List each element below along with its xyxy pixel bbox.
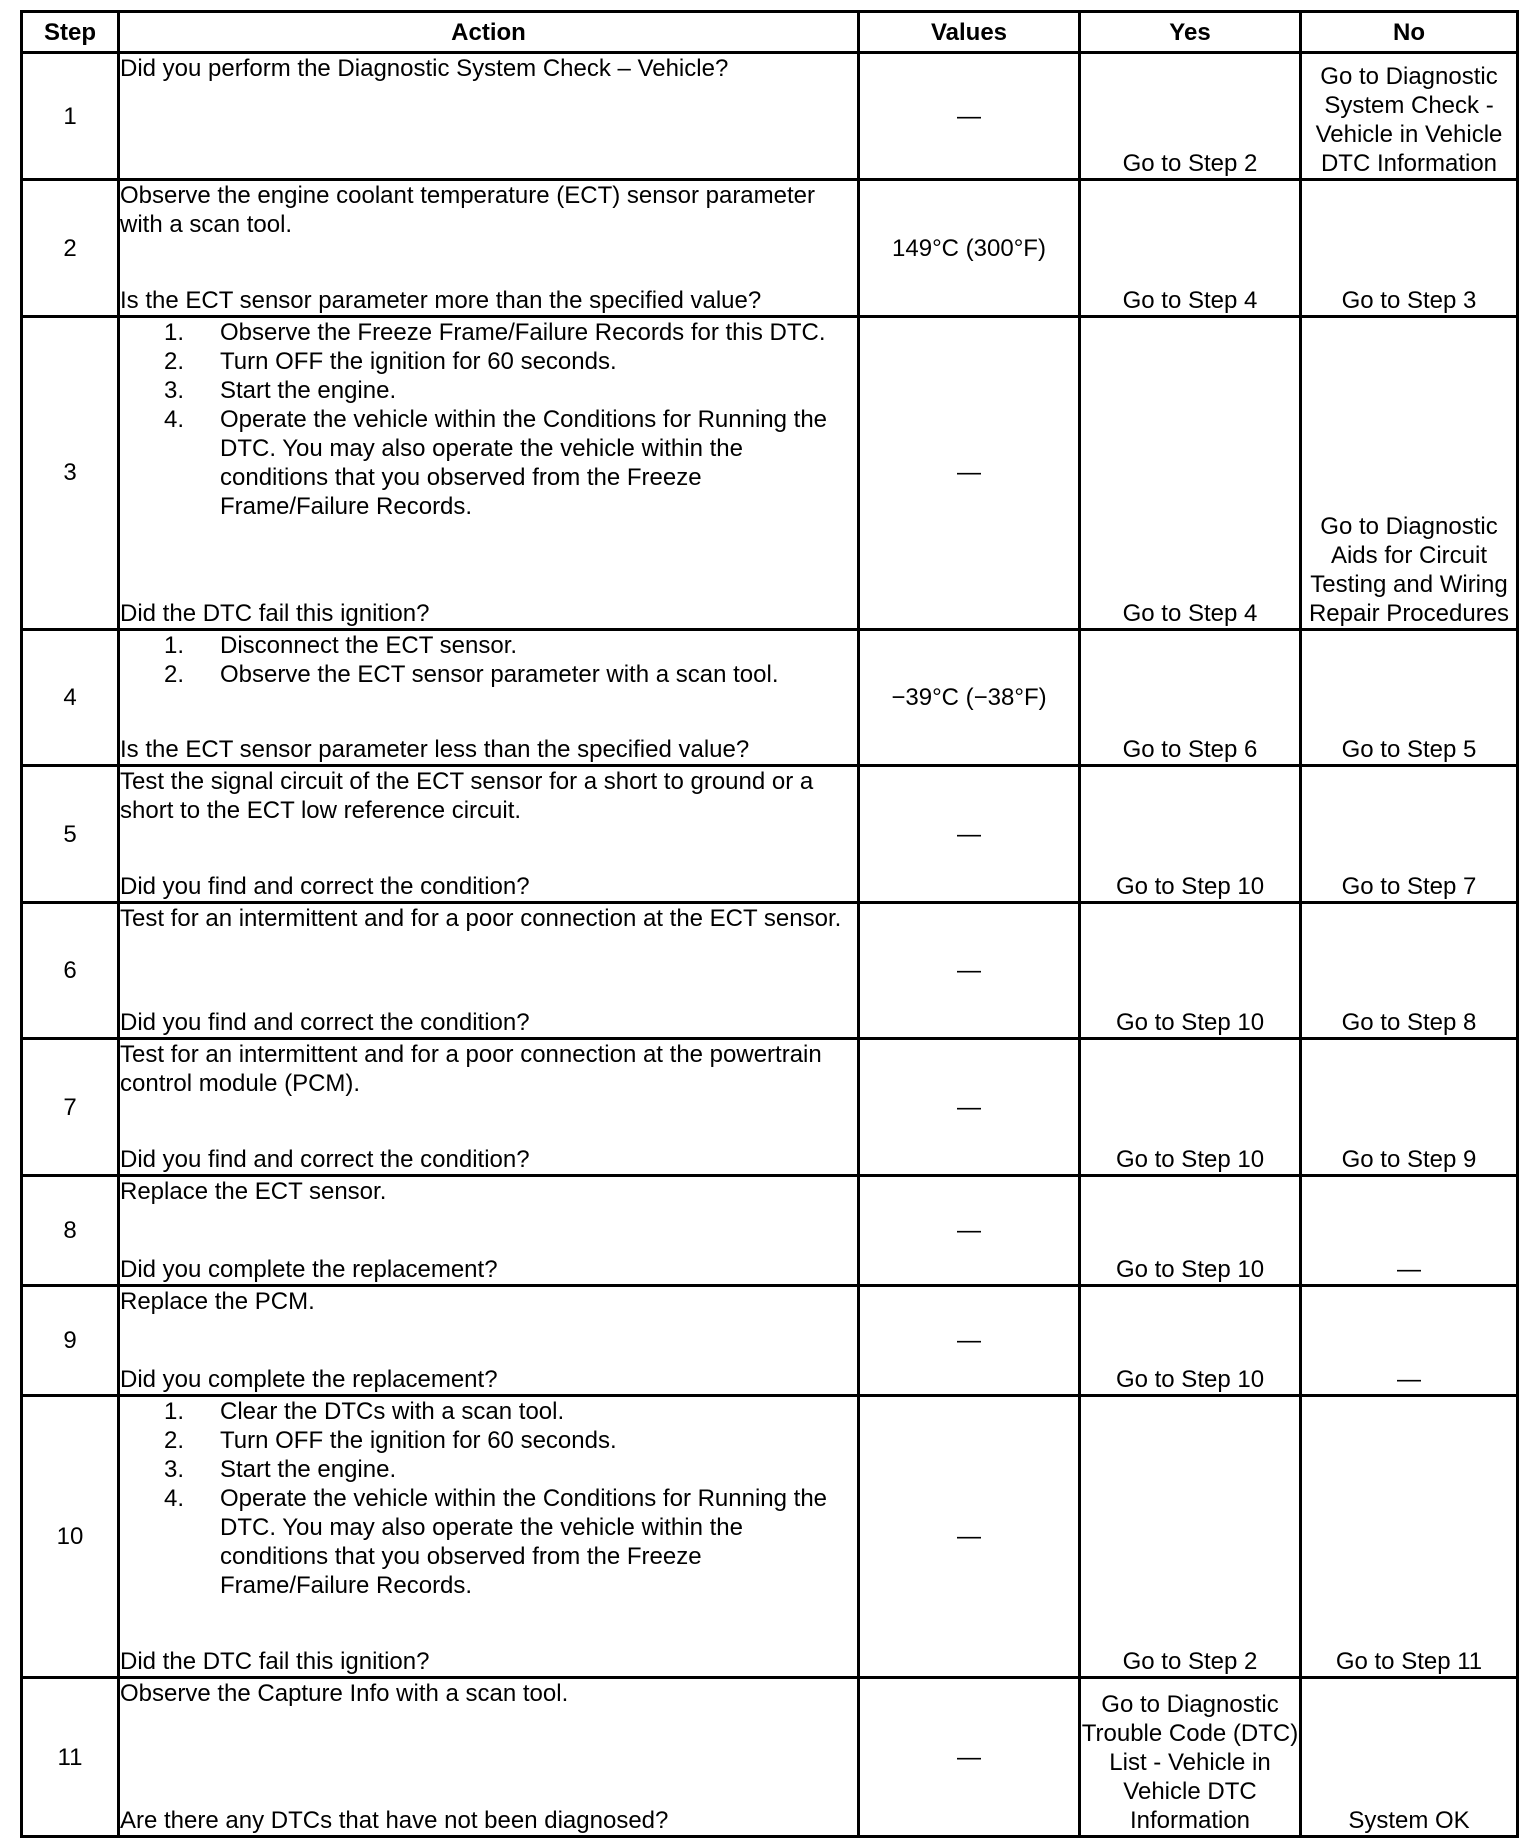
table-row <box>22 1039 1518 1175</box>
table-row <box>22 629 1518 765</box>
action-content <box>120 631 857 764</box>
table-row <box>22 316 1518 629</box>
action-cell <box>119 629 859 765</box>
action-cell <box>119 180 859 316</box>
list-number: 3. <box>164 376 185 404</box>
action-content <box>120 1177 857 1284</box>
action-instructions <box>120 1397 857 1600</box>
action-question: Did you find and correct the condition? <box>120 1009 530 1037</box>
values-cell: — <box>859 316 1080 629</box>
action-question: Did the DTC fail this ignition? <box>120 1648 430 1676</box>
action-text: Observe the engine coolant temperature (ECT) sensor parameter with a scan tool. <box>120 182 816 239</box>
action-text: Test for an intermittent and for a poor connection at the powertrain control module (PCM). <box>120 1041 822 1098</box>
action-list <box>120 318 857 521</box>
action-question: Did you complete the replacement? <box>120 1366 498 1394</box>
no-cell: Go to Step 3 <box>1301 180 1518 316</box>
action-list-item <box>164 1484 857 1600</box>
list-text: Operate the vehicle within the Conditions for Running the DTC. You may also operate the vehicle within the conditions that you observed from the Freeze Frame/Failure Records. <box>220 405 828 520</box>
no-cell: Go to Diagnostic System Check - Vehicle in Vehicle DTC Information <box>1301 53 1518 180</box>
action-instructions <box>120 1287 857 1316</box>
action-text: Test the signal circuit of the ECT sensor for a short to ground or a short to the ECT low reference circuit. <box>120 768 814 825</box>
table-row <box>22 1175 1518 1285</box>
step-number: 3 <box>22 316 119 629</box>
values-cell: 149°C (300°F) <box>859 180 1080 316</box>
table-row <box>22 902 1518 1038</box>
table-row <box>22 1678 1518 1837</box>
table-row <box>22 1396 1518 1678</box>
step-number: 1 <box>22 53 119 180</box>
action-content <box>120 767 857 900</box>
action-content <box>120 318 857 628</box>
diagnostic-table <box>20 10 1519 1838</box>
yes-cell: Go to Diagnostic Trouble Code (DTC) List - Vehicle in Vehicle DTC Information <box>1080 1678 1301 1837</box>
action-cell <box>119 1678 859 1837</box>
action-instructions <box>120 54 857 83</box>
step-number: 7 <box>22 1039 119 1175</box>
table-row <box>22 180 1518 316</box>
action-instructions <box>120 1679 857 1708</box>
action-cell <box>119 316 859 629</box>
action-text: Replace the PCM. <box>120 1288 315 1316</box>
values-cell: — <box>859 1039 1080 1175</box>
step-number: 5 <box>22 766 119 902</box>
yes-cell: Go to Step 10 <box>1080 766 1301 902</box>
list-text: Start the engine. <box>220 376 397 404</box>
action-question: Did you find and correct the condition? <box>120 872 530 900</box>
no-cell: — <box>1301 1175 1518 1285</box>
yes-cell: Go to Step 4 <box>1080 180 1301 316</box>
yes-cell: Go to Step 10 <box>1080 1175 1301 1285</box>
list-text: Turn OFF the ignition for 60 seconds. <box>220 347 617 375</box>
action-instructions <box>120 631 857 689</box>
action-list-item <box>164 318 857 347</box>
action-content <box>120 904 857 1037</box>
action-list-item <box>164 347 857 376</box>
list-text: Start the engine. <box>220 1456 397 1484</box>
table-row <box>22 1286 1518 1396</box>
action-question: Did you find and correct the condition? <box>120 1145 530 1173</box>
values-cell: −39°C (−38°F) <box>859 629 1080 765</box>
action-list-item <box>164 1455 857 1484</box>
action-instructions <box>120 181 857 239</box>
values-cell: — <box>859 766 1080 902</box>
action-cell <box>119 1286 859 1396</box>
step-number: 2 <box>22 180 119 316</box>
list-text: Operate the vehicle within the Conditions for Running the DTC. You may also operate the vehicle within the conditions that you observed from the Freeze Frame/Failure Records. <box>220 1485 828 1600</box>
action-question: Is the ECT sensor parameter more than the specified value? <box>120 286 762 314</box>
yes-cell: Go to Step 10 <box>1080 902 1301 1038</box>
table-row <box>22 766 1518 902</box>
action-list <box>120 631 857 689</box>
action-instructions <box>120 767 857 825</box>
table-row <box>22 53 1518 180</box>
action-text: Replace the ECT sensor. <box>120 1177 387 1205</box>
values-cell: — <box>859 1286 1080 1396</box>
step-number: 10 <box>22 1396 119 1678</box>
action-content <box>120 1679 857 1835</box>
step-number: 6 <box>22 902 119 1038</box>
list-text: Observe the Freeze Frame/Failure Records for this DTC. <box>220 318 826 346</box>
list-number: 3. <box>164 1456 185 1484</box>
header-values: Values <box>859 12 1080 53</box>
action-content <box>120 1287 857 1394</box>
list-number: 4. <box>164 405 185 433</box>
no-cell: Go to Step 7 <box>1301 766 1518 902</box>
step-number: 11 <box>22 1678 119 1837</box>
action-cell <box>119 1396 859 1678</box>
values-cell: — <box>859 902 1080 1038</box>
no-cell: — <box>1301 1286 1518 1396</box>
yes-cell: Go to Step 10 <box>1080 1039 1301 1175</box>
step-number: 8 <box>22 1175 119 1285</box>
action-instructions <box>120 1177 857 1206</box>
yes-cell: Go to Step 2 <box>1080 1396 1301 1678</box>
action-list-item <box>164 1397 857 1426</box>
list-text: Observe the ECT sensor parameter with a scan tool. <box>220 660 779 688</box>
action-question: Did you complete the replacement? <box>120 1256 498 1284</box>
action-question: Are there any DTCs that have not been diagnosed? <box>120 1807 669 1834</box>
action-list-item <box>164 376 857 405</box>
action-content <box>120 1040 857 1173</box>
list-number: 1. <box>164 1398 185 1426</box>
list-text: Disconnect the ECT sensor. <box>220 631 518 659</box>
action-list-item <box>164 660 857 689</box>
action-cell <box>119 53 859 180</box>
header-step: Step <box>22 12 119 53</box>
action-text: Test for an intermittent and for a poor connection at the ECT sensor. <box>120 904 842 932</box>
values-cell: — <box>859 1396 1080 1678</box>
action-instructions <box>120 318 857 521</box>
no-cell: Go to Step 8 <box>1301 902 1518 1038</box>
no-cell: Go to Step 11 <box>1301 1396 1518 1678</box>
values-cell: — <box>859 53 1080 180</box>
action-question: Did the DTC fail this ignition? <box>120 599 430 627</box>
action-list-item <box>164 405 857 521</box>
action-content <box>120 1397 857 1676</box>
action-cell <box>119 1039 859 1175</box>
action-cell <box>119 1175 859 1285</box>
action-list <box>120 1397 857 1600</box>
no-cell: Go to Step 9 <box>1301 1039 1518 1175</box>
no-cell: Go to Diagnostic Aids for Circuit Testing and Wiring Repair Procedures <box>1301 316 1518 629</box>
action-list-item <box>164 1426 857 1455</box>
values-cell: — <box>859 1678 1080 1837</box>
action-text: Observe the Capture Info with a scan tool. <box>120 1680 569 1708</box>
header-row <box>22 12 1518 53</box>
header-yes: Yes <box>1080 12 1301 53</box>
list-number: 1. <box>164 318 185 346</box>
step-number: 4 <box>22 629 119 765</box>
list-text: Turn OFF the ignition for 60 seconds. <box>220 1427 617 1455</box>
header-action: Action <box>119 12 859 53</box>
step-number: 9 <box>22 1286 119 1396</box>
values-cell: — <box>859 1175 1080 1285</box>
no-cell: System OK <box>1301 1678 1518 1837</box>
list-number: 2. <box>164 1427 185 1455</box>
header-no: No <box>1301 12 1518 53</box>
action-content <box>120 181 857 314</box>
action-instructions <box>120 1040 857 1098</box>
list-number: 1. <box>164 631 185 659</box>
no-cell: Go to Step 5 <box>1301 629 1518 765</box>
yes-cell: Go to Step 4 <box>1080 316 1301 629</box>
action-cell <box>119 902 859 1038</box>
action-instructions <box>120 904 857 933</box>
yes-cell: Go to Step 10 <box>1080 1286 1301 1396</box>
action-content <box>120 54 857 178</box>
list-number: 2. <box>164 347 185 375</box>
yes-cell: Go to Step 6 <box>1080 629 1301 765</box>
list-number: 4. <box>164 1485 185 1513</box>
yes-cell: Go to Step 2 <box>1080 53 1301 180</box>
list-number: 2. <box>164 660 185 688</box>
list-text: Clear the DTCs with a scan tool. <box>220 1398 565 1426</box>
action-question: Is the ECT sensor parameter less than the specified value? <box>120 736 750 764</box>
action-text: Did you perform the Diagnostic System Check – Vehicle? <box>120 55 729 82</box>
action-cell <box>119 766 859 902</box>
action-list-item <box>164 631 857 660</box>
